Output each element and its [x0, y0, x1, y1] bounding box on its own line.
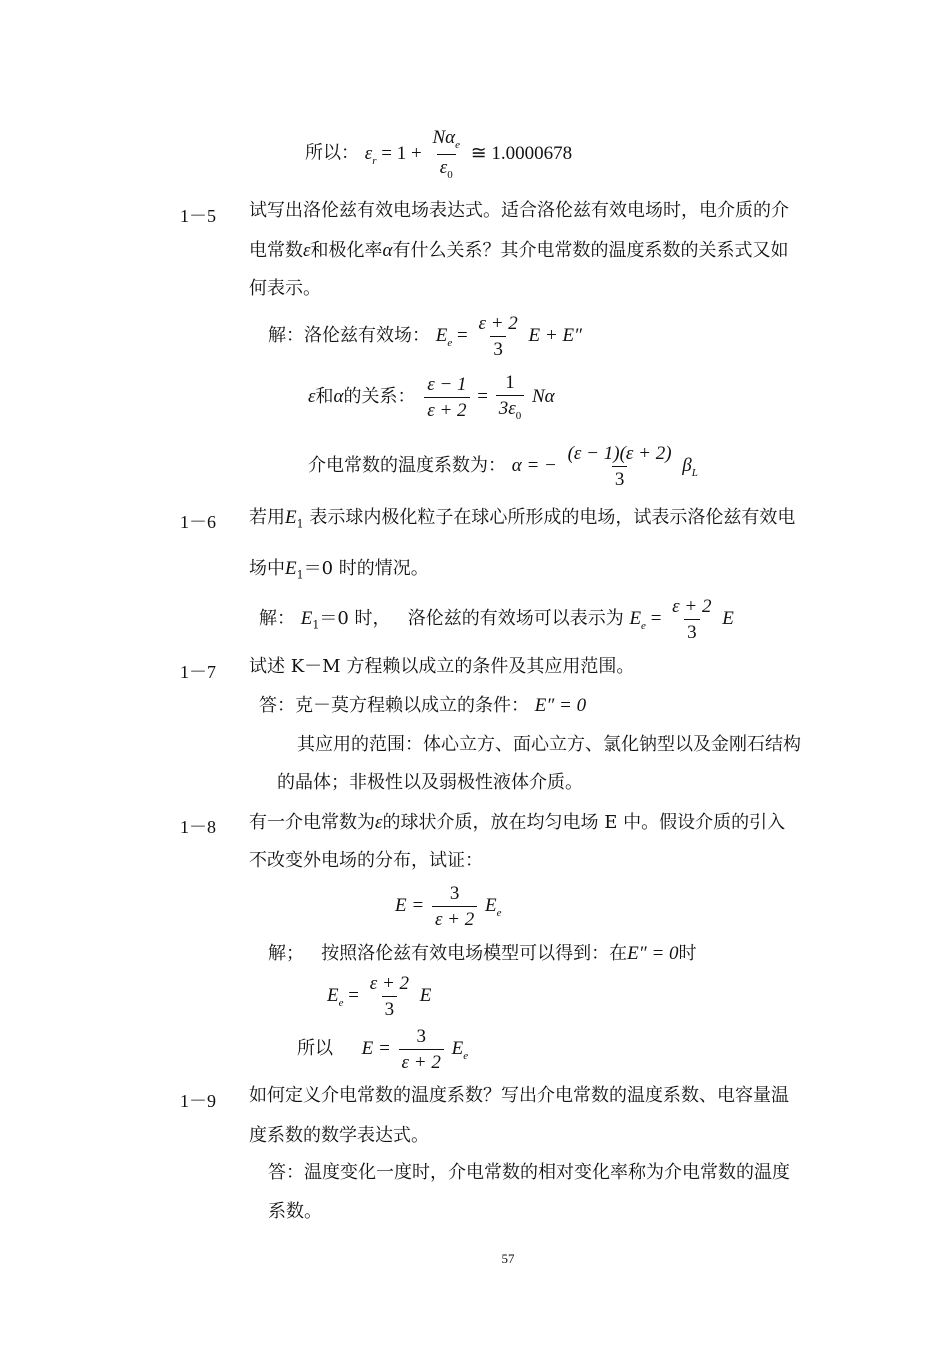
- claim-formula: E = $\frac{3}{\varepsilon + 2}$ $E_e$: [395, 883, 502, 930]
- question-number: 1－7: [180, 662, 216, 682]
- question-text: 不改变外电场的分布，试证：: [249, 850, 483, 871]
- solution-line: 介电常数的温度系数为： α = − $\frac{(\varepsilon - 1)(\varepsilon + 2)}{3}$ $\beta_L$: [308, 443, 698, 490]
- question-text: 试写出洛伦兹有效电场表达式。适合洛伦兹有效电场时，电介质的介: [249, 200, 789, 221]
- formula: $\varepsilon_r = 1$ + $\frac{N\alpha_e}{\varepsilon_0}$ ≅ 1.0000678: [364, 127, 573, 181]
- question-text: 若用$E_1$ 表示球内极化粒子在球心所形成的电场，试表示洛伦兹有效电: [249, 507, 796, 531]
- question-number: 1－8: [180, 817, 216, 837]
- question-number: 1－6: [180, 512, 216, 532]
- solution-formula: $E_e$ = $\frac{\varepsilon + 2}{3}$ E: [327, 973, 432, 1020]
- answer-line: 的晶体；非极性以及弱极性液体介质。: [277, 772, 583, 793]
- question-text: 如何定义介电常数的温度系数？写出介电常数的温度系数、电容量温: [249, 1085, 789, 1106]
- solution-line: 解： $E_1=0$ 时， 洛伦兹的有效场可以表示为 $E_e$ = $\frac{\varepsilon + 2}{3}$ E: [259, 596, 734, 643]
- solution-line: 解：洛伦兹有效场： $E_e$ = $\frac{\varepsilon + 2}{3}$ E + E″: [268, 313, 582, 360]
- question-text: 场中$E_1=0$ 时的情况。: [249, 558, 429, 582]
- question-text: 电常数ε和极化率α有什么关系？其介电常数的温度系数的关系式又如: [249, 240, 789, 261]
- question-number: 1－5: [180, 206, 216, 226]
- question-text: 试述 K－M 方程赖以成立的条件及其应用范围。: [249, 656, 635, 677]
- solution-formula: 所以 E = $\frac{3}{\varepsilon + 2}$ $E_e$: [297, 1026, 469, 1073]
- solution-line: ε和α的关系： $\frac{\varepsilon - 1}{\varepsilon + 2}$ = $\frac{1}{3\varepsilon_0}$ Nα: [308, 372, 555, 422]
- answer-line: 答：温度变化一度时，介电常数的相对变化率称为介电常数的温度: [268, 1162, 790, 1183]
- solution-line: 解； 按照洛伦兹有效电场模型可以得到：在E″ = 0时: [268, 943, 697, 964]
- answer-line: 答：克－莫方程赖以成立的条件： E″ = 0: [259, 695, 587, 716]
- prev-answer: [305, 128, 572, 181]
- question-text: 何表示。: [249, 278, 321, 299]
- question-number: 1－9: [180, 1091, 216, 1111]
- answer-line: 系数。: [268, 1201, 322, 1222]
- question-text: 有一介电常数为ε的球状介质，放在均匀电场 E 中。假设介质的引入: [249, 812, 786, 833]
- question-text: 度系数的数学表达式。: [249, 1125, 429, 1146]
- answer-prefix: 所以：: [305, 142, 359, 164]
- page-number: 57: [501, 1251, 515, 1266]
- answer-line: 其应用的范围：体心立方、面心立方、氯化钠型以及金刚石结构: [297, 734, 801, 755]
